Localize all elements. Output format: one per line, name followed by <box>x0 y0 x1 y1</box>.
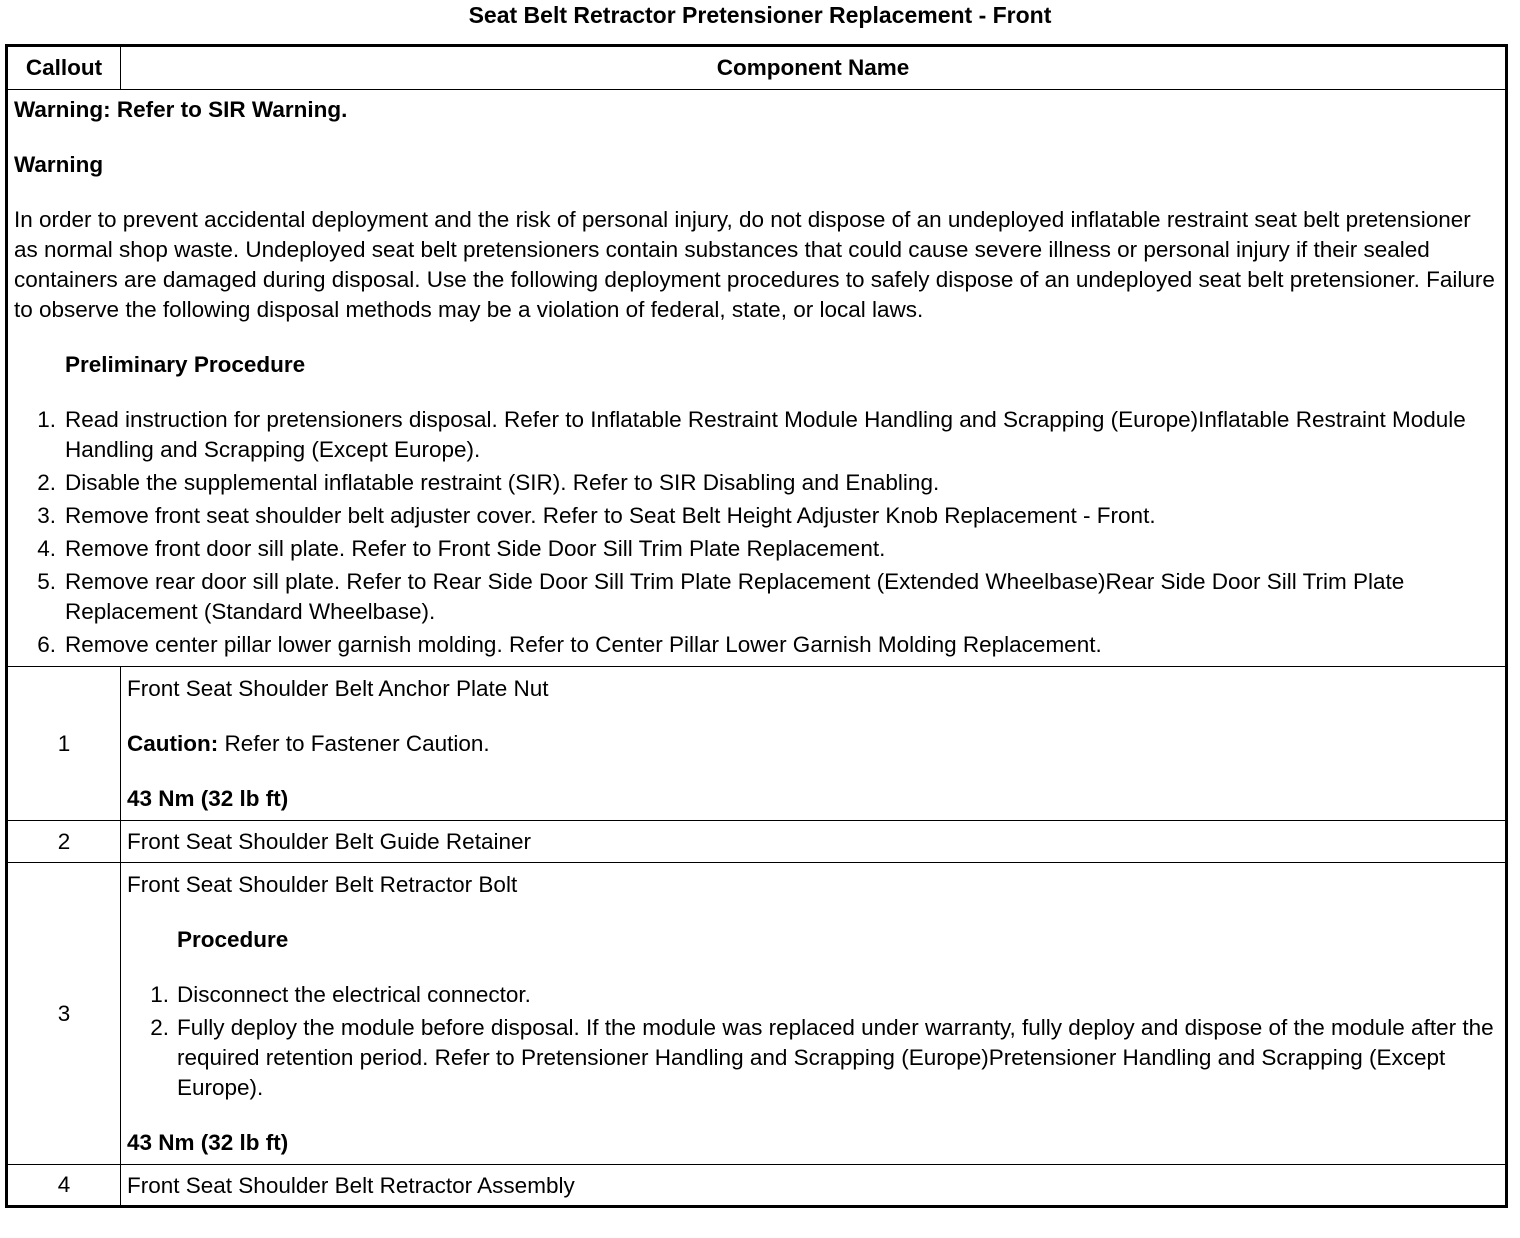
step-number: 2. <box>37 470 56 495</box>
step-number: 1. <box>150 982 169 1007</box>
torque-spec: 43 Nm (32 lb ft) <box>127 1130 289 1155</box>
list-item <box>127 980 1499 1010</box>
callout-cell: 3 <box>7 863 121 1165</box>
component-name-header: Component Name <box>121 46 1507 90</box>
list-item <box>14 501 1500 531</box>
list-item <box>14 468 1500 498</box>
step-number: 5. <box>37 569 56 594</box>
warning-label: Warning <box>14 152 104 177</box>
step-number: 4. <box>37 536 56 561</box>
table-row <box>7 1165 1507 1207</box>
caution-line <box>127 729 1499 759</box>
procedure-steps <box>127 980 1499 1103</box>
component-cell <box>121 821 1507 863</box>
component-name: Front Seat Shoulder Belt Guide Retainer <box>127 829 531 854</box>
component-name: Front Seat Shoulder Belt Retractor Assembly <box>127 1173 575 1198</box>
step-text: Remove front door sill plate. Refer to Front Side Door Sill Trim Plate Replacement. <box>65 536 886 561</box>
step-text: Remove rear door sill plate. Refer to Rear Side Door Sill Trim Plate Replacement (Extended Wheelbase)Rear Side Door Sill Trim Plate Replacement (Standard Wheelbase). <box>65 569 1405 624</box>
step-number: 2. <box>150 1015 169 1040</box>
table-header-row <box>7 46 1507 90</box>
caution-label: Caution: <box>127 731 219 756</box>
step-text: Fully deploy the module before disposal. If the module was replaced under warranty, fully deploy and dispose of the module after the required retention period. Refer to Pretensioner Handling and Scrapping (Europe)Pretensioner Handling and Scrapping (Except Europe). <box>177 1015 1494 1100</box>
list-item <box>14 567 1500 627</box>
step-text: Disable the supplemental inflatable restraint (SIR). Refer to SIR Disabling and Enabling. <box>65 470 940 495</box>
step-text: Read instruction for pretensioners disposal. Refer to Inflatable Restraint Module Handling and Scrapping (Europe)Inflatable Restraint Module Handling and Scrapping (Except Europe). <box>65 407 1466 462</box>
step-text: Remove front seat shoulder belt adjuster cover. Refer to Seat Belt Height Adjuster Knob Replacement - Front. <box>65 503 1156 528</box>
warning-row <box>7 90 1507 667</box>
component-cell <box>121 1165 1507 1207</box>
callout-cell: 4 <box>7 1165 121 1207</box>
list-item <box>14 534 1500 564</box>
sir-warning-line: Warning: Refer to SIR Warning. <box>14 97 348 122</box>
warning-text: In order to prevent accidental deployment and the risk of personal injury, do not dispose of an undeployed inflatable restraint seat belt pretensioner as normal shop waste. Undeployed seat belt pretensioners contain substances that could cause severe illness or personal injury if their sealed containers are damaged during disposal. Use the following deployment procedures to safely dispose of an undeployed seat belt pretensioner. Failure to observe the following disposal methods may be a violation of federal, state, or local laws. <box>14 207 1495 322</box>
list-item <box>127 1013 1499 1103</box>
callout-cell: 1 <box>7 667 121 821</box>
step-text: Remove center pillar lower garnish molding. Refer to Center Pillar Lower Garnish Molding Replacement. <box>65 632 1102 657</box>
torque-spec: 43 Nm (32 lb ft) <box>127 786 289 811</box>
callout-header: Callout <box>7 46 121 90</box>
step-number: 3. <box>37 503 56 528</box>
component-name: Front Seat Shoulder Belt Retractor Bolt <box>127 872 518 897</box>
component-table <box>5 44 1508 1208</box>
list-item <box>14 405 1500 465</box>
step-number: 1. <box>37 407 56 432</box>
caution-text: Refer to Fastener Caution. <box>218 731 490 756</box>
table-row <box>7 821 1507 863</box>
page-title: Seat Belt Retractor Pretensioner Replacement - Front <box>468 2 1052 28</box>
preliminary-procedure-title: Preliminary Procedure <box>65 352 306 377</box>
list-item <box>14 630 1500 660</box>
warning-cell <box>7 90 1507 667</box>
procedure-title: Procedure <box>177 927 289 952</box>
preliminary-steps <box>14 405 1500 660</box>
callout-cell: 2 <box>7 821 121 863</box>
component-name: Front Seat Shoulder Belt Anchor Plate Nut <box>127 676 549 701</box>
step-number: 6. <box>37 632 56 657</box>
table-row <box>7 667 1507 821</box>
step-text: Disconnect the electrical connector. <box>177 982 531 1007</box>
component-cell <box>121 863 1507 1165</box>
table-row <box>7 863 1507 1165</box>
component-cell <box>121 667 1507 821</box>
